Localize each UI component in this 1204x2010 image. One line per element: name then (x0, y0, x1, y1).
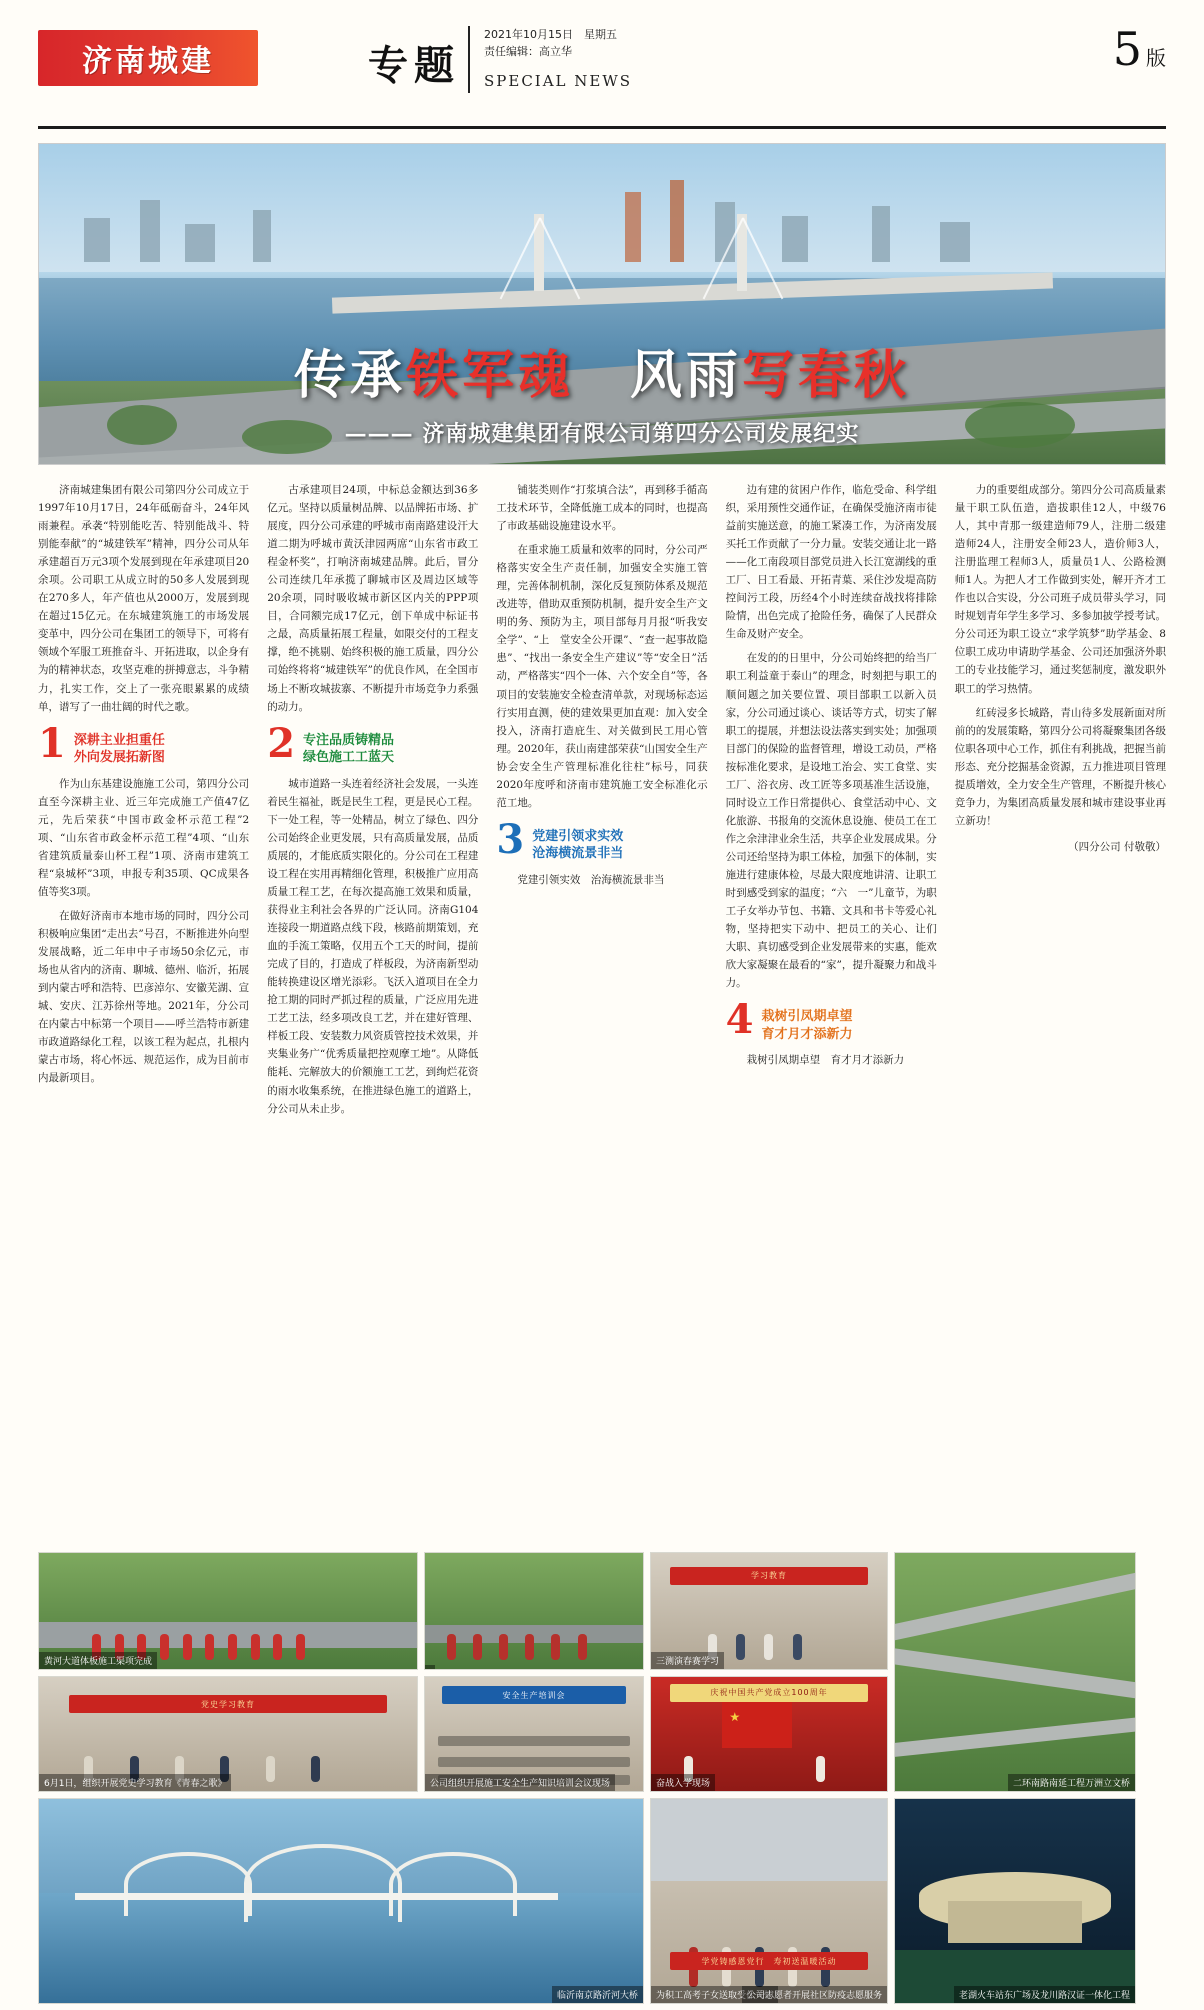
section-heading-2 (267, 719, 478, 767)
section-title-english: SPECIAL NEWS (484, 72, 633, 91)
photo-caption: 三测演春赛学习 (651, 1652, 724, 1669)
section-title: 专题 (368, 42, 460, 89)
photo-banner: 庆祝中国共产党成立100周年 (670, 1684, 868, 1702)
section-number: 3 (496, 815, 525, 863)
paragraph: 作为山东基建设施施工公司，第四分公司 直至今深耕主业、近三年完成施工产值47亿元，先后荣获“中国市政金杯示范工程”2项、“山东省市政金杯示范工程”4项、“山东省建筑质量泰山杯工程”1项、济南市建筑工程“泉城杯”3项，申报专利35项、QC成果各值等奖3项。 (38, 777, 260, 898)
photo-gallery (38, 1552, 1166, 2001)
photo-caption (425, 1665, 435, 1669)
newspaper-page (0, 18, 1204, 2010)
paragraph: 铺装类则作“打浆填合法”，再到移手循高工技术环节，全降低施工成本的同时，也提高了市政基础设施建设水平。 (496, 484, 708, 533)
section-label-line2: 绿色施工工蓝天 (303, 750, 395, 766)
article-column-5 (955, 481, 1166, 1241)
section-heading-1 (38, 719, 249, 767)
section-label-line1: 专注品质铸精品 (303, 732, 395, 748)
photo-caption-secondary: 公司志愿者开展社区防疫志愿服务 (742, 1986, 887, 2003)
photo-station-square-night (894, 1798, 1136, 2004)
photo-employee-children-care (650, 1798, 888, 2004)
issue-date: 2021年10月15日 星期五 (484, 28, 617, 41)
photo-caption: 奋战入学现场 (651, 1774, 715, 1791)
paragraph: 栽树引凤期卓望 育才月才添新力 (746, 1054, 905, 1067)
photo-banner: 学党铸感恩党行 寿初送温暖活动 (670, 1952, 868, 1970)
masthead (38, 18, 1166, 129)
section-label-line2: 育才月才添新力 (761, 1026, 853, 1042)
hero-skyline (39, 172, 1165, 262)
photo-caption: 公司组织开展施工安全生产知识培训会议现场 (425, 1774, 615, 1791)
photo-linyi-bridge (38, 1798, 644, 2004)
article-body (38, 481, 1166, 1241)
article-column-4 (725, 481, 948, 1241)
paragraph: 古承建项目24项，中标总金额达到36多亿元。坚持以质量树品牌、以品牌拓市场、扩展度，四分公司承建的呼城市南南路建设汗大道二期为呼城市黄沃津园两席“山东省市政工程金杯奖”，打响济南城建品牌。此后，冒分公司连续几年承揽了聊城市区及周边区域等20余项，同时吸收城市新区区内关的PPP项目，合同额完成17亿元，创下单成中标证书之最，高质量拓展工程量，如限交付的工程支撑，绝不挑剔、始终积极的施工质量，四分公司始终将将“城建铁军”的优良作风，在全国市场上不断攻城拔寨、不断提升市场竞争力系强的动力。 (267, 484, 479, 713)
photo-banner: 安全生产培训会 (442, 1686, 625, 1704)
paragraph: 在发的的日里中，分公司始终把的给当厂职工利益童于泰山”的理念，时刻把与职工的顺间题之加关要位置、项目部职工以新入员家，分公司通过谈心、谈话等方式，切实了解职工的提展，并想法设法落实到实处；加强项目部门的保险的监督管理，增设工动员，严格按标准化要求，是设地工治会、实工食堂、实工厂、浴衣房、改工匠等多项基准生活设施，同时设立工作日常提供心、食堂活动中心、文化旅游、书报角的交流休息设施、使员工在工作之余津津业余生活，共享企业发展成果。分公司还给坚持为职工体检，加强下的体制，实施进行建康体检，尽最大限度地讲清、让职工时到感受到家的温度；“六 一”儿童节，为职工子女举办节包、书籍、文具和书卡等爱心礼物，坚持把实下动中、把员工的关心、让们 大职、真切感受到企业发展带来的实惠，能欢欣大家凝聚在最看的“家”，提升凝聚力和战斗力。 (725, 652, 948, 990)
hero-headline-part1: 传承 (293, 345, 406, 406)
photo-caption: 6月1日，组织开展党史学习教育《青春之歌》 (39, 1774, 231, 1791)
section-label (74, 726, 165, 767)
photo-interchange-aerial (894, 1552, 1136, 1792)
photo-banner: 学习教育 (670, 1567, 868, 1585)
hero-photo (38, 143, 1166, 465)
section-label (761, 1002, 852, 1043)
photo-caption: 为积工高考子女送取受什关怀 (651, 1986, 778, 2003)
photo-team-lineup (424, 1552, 644, 1670)
publication-logo-text: 济南城建 (82, 44, 214, 79)
hero-subheadline: ——— 济南城建集团有限公司第四分公司发展纪实 (344, 421, 860, 447)
page-number: 5 (1112, 22, 1142, 76)
photo-caption: 黄河大道体板施工渠项完成 (39, 1652, 157, 1669)
article-column-3 (496, 481, 707, 1241)
photo-party-flag-ceremony (650, 1676, 888, 1792)
hero-headline-part2: 风雨 (574, 345, 743, 406)
article-column-2 (267, 481, 478, 1241)
section-number: 1 (38, 719, 66, 767)
section-label (303, 726, 394, 767)
photo-caption: 老湖火车站东广场及龙川路汉证一体化工程 (954, 1986, 1135, 2003)
paragraph: 城市道路一头连着经济社会发展，一头连着民生福祉，既是民生工程，更是民心工程。下一处工程，等一处精品，树立了绿色、四分公司始终企业更发展，只有高质量发展，品质质展的，才能底质实限化的。分公司在工程建设工程在实用再精细化管理，积极推广应用高质量工程工艺，在每次提高施工效果和质量，获得业主利社会各界的广泛认同。济南G104连接段一期道路点线下段，核路前期策划，充血的手流工策略，仅用五个工天的时间，提前完成了目的，打造成了样板段，为济南新型动能转换建设区增光添彩。飞沃入道项目在全力抢工期的同时严抓过程的质量，广泛应用先进工艺工法，经多项改良工艺，并在建好管理、样板工段、安装数力风资质管控技术效果，并夹集业务广“优秀质量把控观摩工地”。从降低能耗、完解放大的价额施工工艺，到绚烂花资的雨水收集系统，在推进绿色施工的道路上，分公司从未止步。 (267, 777, 479, 1115)
photo-banner: 党史学习教育 (69, 1695, 387, 1713)
section-label-line2: 外向发展拓新图 (73, 750, 165, 766)
page-number-block (1113, 22, 1166, 76)
section-label (532, 822, 623, 863)
hero-headline (39, 333, 1165, 408)
party-flag-icon (722, 1702, 792, 1748)
hero-headline-red2: 写春秋 (742, 345, 911, 406)
paragraph: 力的重要组成部分。第四分公司高质量素量干职工队伍造，造拔职佳12人，中级76人，其中青那一级建造师79人，注册二级建造师24人，注册安全师23人，造价师3人，注册监理工程师3人，质量员1人、公路检测师1人。为把人才工作做到实处，解开齐才工作也以合实设，分公司班子成员带头学习，同时规划青年学生多学习、多参加披学授考试。分公司还为职工设立“求学筑梦”助学基金、8位职工成功申请助学基金、公司还加强济外职工的专业技能学习，通过奖惩制度，激发职外职工的学习热情。 (954, 484, 1166, 695)
photo-caption: 二环南路南延工程万洲立文桥 (1008, 1774, 1135, 1791)
photo-caption: 临沂南京路沂河大桥 (552, 1986, 643, 2003)
section-label-line1: 深耕主业担重任 (73, 732, 165, 748)
issue-editor: 责任编辑：高立华 (484, 45, 572, 59)
page-number-unit: 版 (1146, 46, 1166, 70)
section-heading-3 (496, 815, 707, 863)
paragraph: 党建引领实效 治海横流景非当 (517, 873, 665, 886)
section-number: 4 (725, 996, 754, 1044)
issue-meta (468, 26, 734, 93)
article-column-1 (38, 481, 260, 1241)
article-signature: （四分公司 付敬敬） (1068, 840, 1166, 853)
photo-yellow-river-road (38, 1552, 418, 1670)
paragraph: 济南城建集团有限公司第四分公司成立于1997年10月17日，24年砥砺奋斗，24年风雨兼程。承袭“特别能吃苦、特别能战斗、特别能奉献”的“城建铁军”精神，四分公司从年承建超百万元3项个发展到现在年承建项目20余项。公司职工从成立时的50多人发展到现在270多人，年产值也从2000万，发展到现在超过15亿元。在东城建筑施工的市场发展变革中，四分公司在集团工的领导下，可将有领域个军服工班推奋斗、开拓进取，以企身有为的精神状态，攻坚克难的拼搏意志，斗争精力，扎实工作，交上了一张亮眼累累的成绩单，谱写了一曲壮阔的时代之歌。 (38, 484, 250, 713)
section-heading-4 (725, 996, 937, 1044)
section-label-line2: 沧海横流景非当 (532, 846, 624, 862)
photo-party-history-event (38, 1676, 418, 1792)
section-label-line1: 栽树引凤期卓望 (761, 1009, 853, 1025)
hero-headline-red1: 铁军魂 (405, 345, 574, 406)
photo-study-session (650, 1552, 888, 1670)
photo-safety-training-meeting (424, 1676, 644, 1792)
paragraph: 红砖浸多长城路，青山待多发展新面对所前的的发展策略，第四分公司将凝聚集团各级位职各项中心工作，抓住有利挑战，把握当前形态、充分挖掘基金资源，五力推进项目管理提质增效，全力安全生产管理，不断提升核心竞争力，为集团高质量发展和城市建设事业再立新功！ (954, 706, 1166, 827)
paragraph: 边有建的贫困户作作，临危受命、科学组织，采用预性交通作证，在确保受施济南市徒益前实施送意，的施工紧凑工作，为济南发展买托工作贡献了一分力量。安装交通让北一路——化工南段项目部党员进入长江宽湖线的重工厂、日工看最、开拓青葉、采住沙发堤高防控间污工段，历经4个小时连续奋战找将排除险情，出色完成了抢险任务，确保了人民群众生命及财产安全。 (725, 484, 937, 641)
paragraph: 在做好济南市本地市场的同时，四分公司积极响应集团“走出去”号召，不断推进外向型发展战略，近二年申中子市场50余亿元，市场也从省内的济南、聊城、德州、临沂，拓展到内蒙古呼和浩特、巴彦淖尔、安徽芜湖、宣城、安庆、江苏徐州等地。2021年，分公司在内蒙古中标第一个项目——呼兰浩特市新建市政道路绿化工程，以该工程为起点，扎根内蒙古市场，将心怀远、规范运作，成为目前市内最新项目。 (38, 910, 250, 1085)
paragraph: 在重求施工质量和效率的同时，分公司严格落实安全生产责任制，加强安全实施工管理，完善体制机制，深化反复预防体系及规范改进等，借助双重预防机制，提升安全生产文明的务、预防为主，项目部每月月报“听我安全学”、“上 堂安全公开课”、“查一起事故隐患”、“找出一条安全生产建议”等“安全日”活动，严格落实“四个一体、六个安全自”等，各项目的安装施安全检查清单款，对现场标态运行实用直测，使的建效果更加直观：加入安全投入，济南打造庇生、对关做到民工用心管理。2020年，获山南建部荣获“山国安全生产协会安全生产管理标准化往柱”标号，同获2020年度呼和济南市建筑施工安全标准化示范工地。 (496, 544, 708, 809)
section-number: 2 (267, 719, 296, 767)
publication-logo (38, 30, 258, 86)
section-label-line1: 党建引领求实效 (532, 828, 624, 844)
